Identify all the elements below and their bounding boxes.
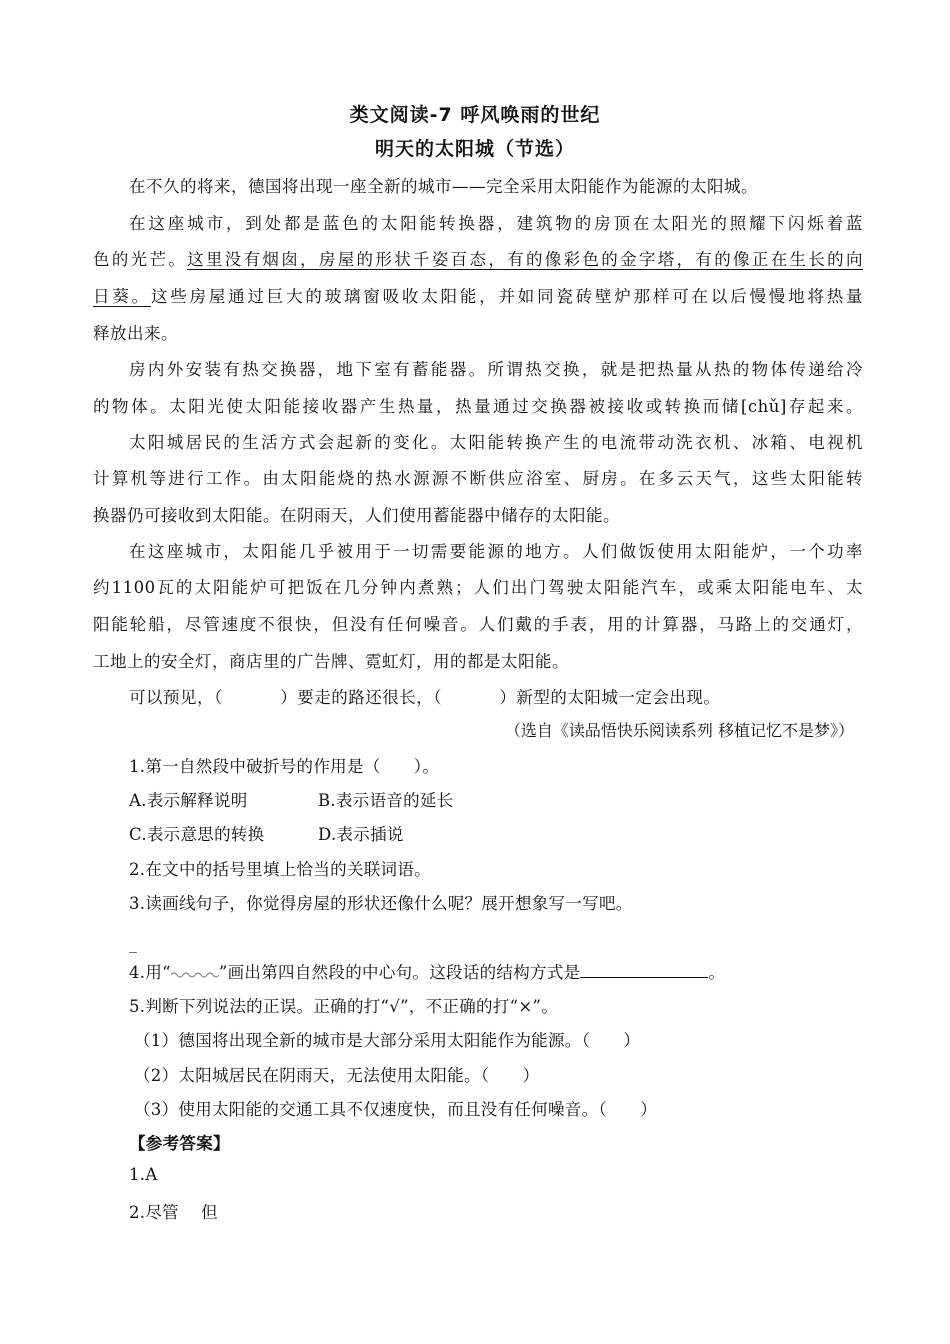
passage-title: 明天的太阳城（节选） xyxy=(374,138,575,160)
question-4 xyxy=(129,959,725,983)
q4-prefix: 4.用“ xyxy=(129,963,171,982)
source-citation: （选自《读品悟快乐阅读系列 移植记忆不是梦》） xyxy=(504,721,854,740)
underlined-sentence: 这里没有烟囱，房屋的形状千姿百态，有的像彩色的金字塔，有的像正在生长的向 xyxy=(187,250,863,269)
answer-2: 2.尽管 但 xyxy=(129,1203,218,1222)
question-3: 3.读画线句子，你觉得房屋的形状还像什么呢？展开想象写一写吧。 xyxy=(129,894,633,913)
wavy-line-icon xyxy=(171,969,219,979)
paragraph-3-line-1: 房内外安装有热交换器，地下室有蓄能器。所谓热交换，就是把热量从热的物体传递给冷 xyxy=(129,360,863,379)
paragraph-1: 在不久的将来，德国将出现一座全新的城市——完全采用太阳能作为能源的太阳城。 xyxy=(129,177,758,196)
question-5-item-3: （3）使用太阳能的交通工具不仅速度快，而且没有任何噪音。（ ） xyxy=(134,1100,658,1119)
paragraph-6: 可以预见，（ ）要走的路还很长，（ ）新型的太阳城一定会出现。 xyxy=(129,688,721,707)
question-1: 1.第一自然段中破折号的作用是（ ）。 xyxy=(129,757,440,776)
paragraph-2-line-4: 释放出来。 xyxy=(93,324,178,343)
page-title: 类文阅读-7 呼风唤雨的世纪 xyxy=(349,104,601,126)
paragraph-5-line-3: 阳能轮船，尽管速度不很快，但没有任何噪音。人们戴的手表，用的计算器，马路上的交通灯， xyxy=(93,615,863,634)
question-5-item-2: （2）太阳城居民在阴雨天，无法使用太阳能。（ ） xyxy=(134,1066,540,1085)
paragraph-2-line-1: 在这座城市，到处都是蓝色的太阳能转换器，建筑物的房顶在太阳光的照耀下闪烁着蓝 xyxy=(129,214,863,233)
option-a: A.表示解释说明 xyxy=(129,791,248,810)
paragraph-5-line-4: 工地上的安全灯，商店里的广告牌、霓虹灯，用的都是太阳能。 xyxy=(93,652,569,671)
q4-end: 。 xyxy=(708,963,726,982)
question-5-item-1: （1）德国将出现全新的城市是大部分采用太阳能作为能源。（ ） xyxy=(134,1031,641,1050)
answer-line-mark: _ xyxy=(129,934,137,953)
answer-1: 1.A xyxy=(129,1165,158,1184)
paragraph-2-line-3 xyxy=(93,283,863,307)
paragraph-3-line-2: 的物体。太阳光使太阳能接收器产生热量，热量通过交换器被接收或转换而储[chǔ]存起来。 xyxy=(93,397,863,416)
q4-text: ”画出第四自然段的中心句。这段话的结构方式是 xyxy=(218,963,581,982)
option-b: B.表示语音的延长 xyxy=(318,791,454,810)
answer-blank[interactable] xyxy=(580,961,708,978)
paragraph-5-line-2: 约1100瓦的太阳能炉可把饭在几分钟内煮熟；人们出门驾驶太阳能汽车，或乘太阳能电车、太 xyxy=(93,578,863,597)
text-segment: 这些房屋通过巨大的玻璃窗吸收太阳能，并如同瓷砖壁炉那样可在以后慢慢地将热量 xyxy=(150,287,864,306)
answers-heading: 【参考答案】 xyxy=(129,1134,230,1153)
question-5: 5.判断下列说法的正误。正确的打“√”，不正确的打“×”。 xyxy=(129,997,559,1016)
paragraph-4-line-3: 换器仍可接收到太阳能。在阴雨天，人们使用蓄能器中储存的太阳能。 xyxy=(93,506,620,525)
underlined-sentence-end: 日葵。 xyxy=(93,287,151,306)
paragraph-4-line-2: 计算机等进行工作。由太阳能烧的热水源源不断供应浴室、厨房。在多云天气，这些太阳能转 xyxy=(93,469,863,488)
paragraph-5-line-1: 在这座城市，太阳能几乎被用于一切需要能源的地方。人们做饭使用太阳能炉，一个功率 xyxy=(129,542,863,561)
text-segment: 色的光芒。 xyxy=(93,250,188,269)
option-c: C.表示意思的转换 xyxy=(129,825,265,844)
paragraph-4-line-1: 太阳城居民的生活方式会起新的变化。太阳能转换产生的电流带动洗衣机、冰箱、电视机 xyxy=(129,433,863,452)
question-2: 2.在文中的括号里填上恰当的关联词语。 xyxy=(129,860,431,879)
paragraph-2-line-2 xyxy=(93,246,863,270)
option-d: D.表示插说 xyxy=(318,825,404,844)
